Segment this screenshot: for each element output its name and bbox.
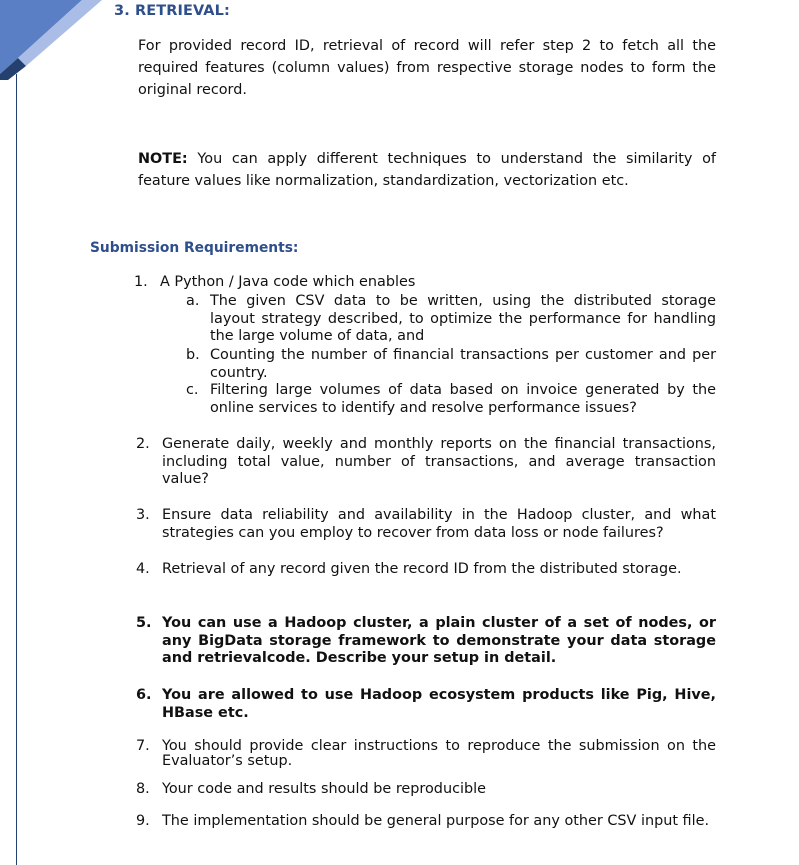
submission-heading: Submission Requirements: <box>90 240 299 256</box>
retrieval-paragraph: For provided record ID, retrieval of record will refer step 2 to fetch all the required features (column values) from respective storage nodes to form the original record. <box>138 38 716 98</box>
sub-list-item <box>186 347 716 382</box>
list-number: 2. <box>136 436 150 452</box>
note-label: NOTE: <box>138 151 188 167</box>
list-letter: a. <box>186 293 200 309</box>
list-item <box>136 615 716 668</box>
section-heading: 3. RETRIEVAL: <box>114 3 230 19</box>
corner-decoration <box>0 0 110 80</box>
list-item <box>136 507 716 542</box>
list-letter: b. <box>186 347 200 363</box>
list-number: 9. <box>136 813 150 829</box>
list-item <box>136 738 716 769</box>
list-number: 3. <box>136 507 150 523</box>
list-number: 1. <box>134 274 148 290</box>
list-item <box>136 436 716 489</box>
list-text: A Python / Java code which enables <box>160 274 416 290</box>
list-text: Ensure data reliability and availability in the Hadoop cluster, and what strategies can you employ to recover from data loss or node failures? <box>162 507 716 541</box>
left-border-line <box>16 74 17 865</box>
list-text: The implementation should be general purpose for any other CSV input file. <box>162 813 710 829</box>
list-text: Your code and results should be reproducible <box>162 781 486 797</box>
list-item <box>136 813 716 831</box>
list-text: Retrieval of any record given the record ID from the distributed storage. <box>162 561 682 577</box>
list-item <box>134 274 720 292</box>
list-item <box>136 561 716 579</box>
list-number: 5. <box>136 615 152 631</box>
sub-list-item <box>186 382 716 417</box>
list-text: You can use a Hadoop cluster, a plain cluster of a set of nodes, or any BigData storage framework to demonstrate your data storage and retrievalcode. Describe your setup in detail. <box>162 615 716 666</box>
list-number: 4. <box>136 561 150 577</box>
sub-list-item <box>186 293 716 346</box>
list-item <box>136 687 716 722</box>
list-number: 7. <box>136 738 150 754</box>
list-text: Counting the number of financial transactions per customer and per country. <box>210 347 716 381</box>
list-item <box>136 781 716 799</box>
list-number: 6. <box>136 687 152 703</box>
list-text: You should provide clear instructions to reproduce the submission on the Evaluator’s setup. <box>162 738 716 769</box>
list-text: The given CSV data to be written, using the distributed storage layout strategy described, to optimize the performance for handling the large volume of data, and <box>210 293 716 344</box>
list-text: Generate daily, weekly and monthly reports on the financial transactions, including total value, number of transactions, and average transaction value? <box>162 436 716 487</box>
note-paragraph <box>138 148 716 192</box>
list-letter: c. <box>186 382 199 398</box>
note-text: You can apply different techniques to understand the similarity of feature values like normalization, standardization, vectorization etc. <box>138 151 716 189</box>
list-number: 8. <box>136 781 150 797</box>
list-text: Filtering large volumes of data based on invoice generated by the online services to identify and resolve performance issues? <box>210 382 716 416</box>
list-text: You are allowed to use Hadoop ecosystem products like Pig, Hive, HBase etc. <box>162 687 716 721</box>
